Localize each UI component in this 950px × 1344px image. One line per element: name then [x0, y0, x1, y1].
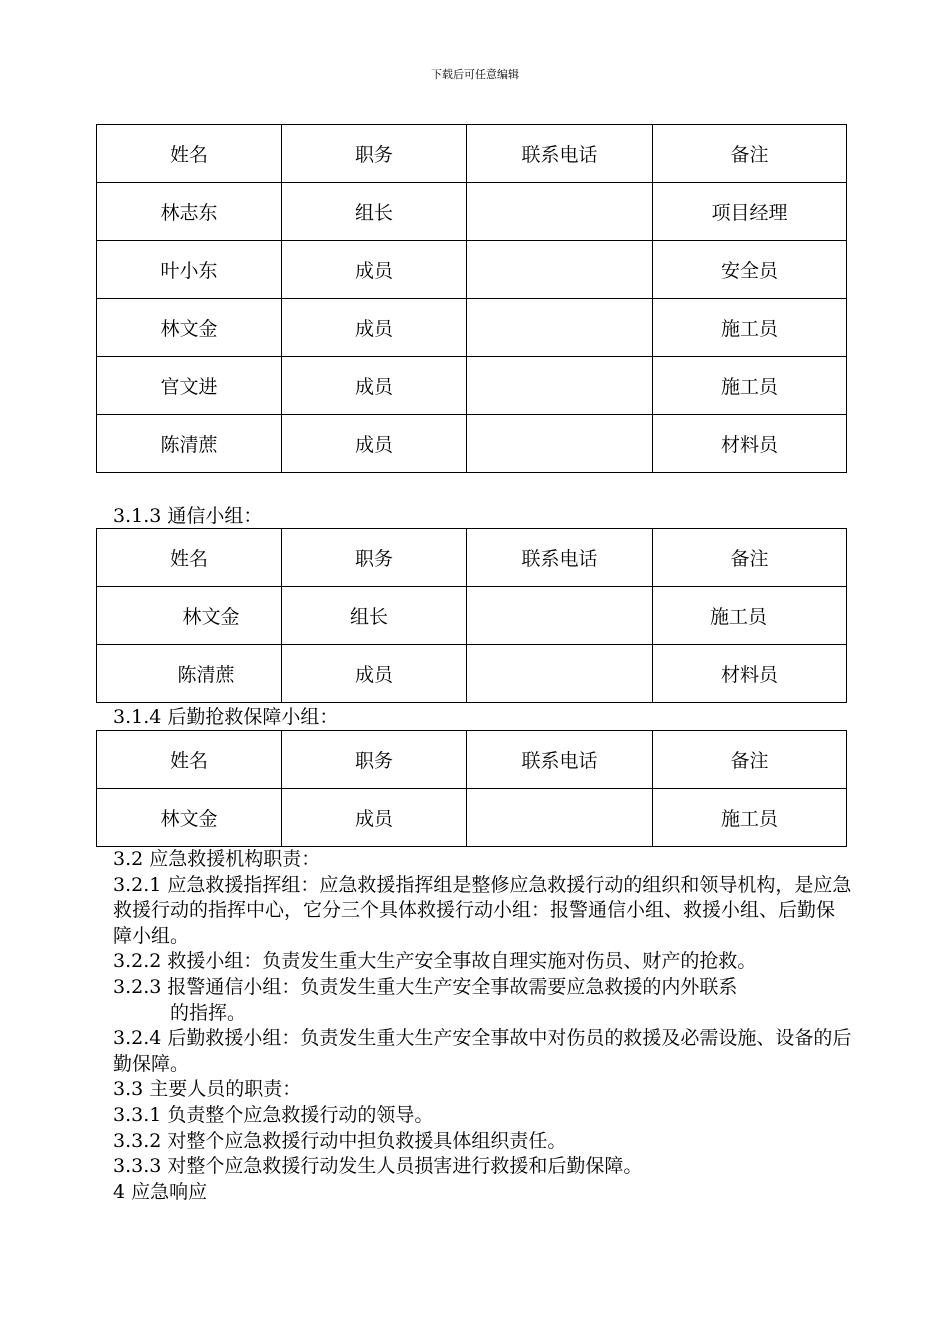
paragraph-3-3-3: 3.3.3 对整个应急救援行动发生人员损害进行救援和后勤保障。	[113, 1155, 643, 1178]
table-row	[97, 241, 847, 299]
table-header-row	[97, 529, 847, 587]
page-header-note: 下载后可任意编辑	[431, 68, 519, 81]
paragraph-3-2-3	[113, 975, 853, 1026]
header-phone: 联系电话	[467, 731, 653, 789]
header-position: 职务	[282, 731, 467, 789]
cell-remark: 安全员	[653, 241, 847, 299]
table-header-row	[97, 731, 847, 789]
cell-phone	[467, 241, 653, 299]
cell-remark: 材料员	[653, 645, 847, 703]
cell-phone	[467, 357, 653, 415]
header-phone: 联系电话	[467, 529, 653, 587]
cell-position: 成员	[282, 241, 467, 299]
header-remark: 备注	[653, 125, 847, 183]
team-table-logistics	[96, 730, 847, 847]
cell-name: 叶小东	[97, 241, 282, 299]
table-row	[97, 183, 847, 241]
cell-name: 陈清蔗	[97, 415, 282, 473]
team-table-communication	[96, 528, 847, 703]
header-name: 姓名	[97, 125, 282, 183]
table-header-row	[97, 125, 847, 183]
cell-position: 成员	[282, 645, 467, 703]
team-table-rescue	[96, 124, 847, 473]
cell-name: 林文金	[97, 587, 282, 645]
header-phone: 联系电话	[467, 125, 653, 183]
cell-position: 成员	[282, 415, 467, 473]
paragraph-3-2-3-line2: 的指挥。	[170, 1001, 247, 1024]
cell-position: 组长	[282, 183, 467, 241]
cell-remark: 施工员	[653, 789, 847, 847]
header-name: 姓名	[97, 731, 282, 789]
header-position: 职务	[282, 125, 467, 183]
paragraph-3-3-2: 3.3.2 对整个应急救援行动中担负救援具体组织责任。	[113, 1129, 567, 1152]
cell-remark: 施工员	[653, 587, 847, 645]
header-remark: 备注	[653, 529, 847, 587]
cell-remark: 材料员	[653, 415, 847, 473]
cell-name: 林文金	[97, 789, 282, 847]
cell-name: 官文进	[97, 357, 282, 415]
paragraph-3-3-1: 3.3.1 负责整个应急救援行动的领导。	[113, 1103, 434, 1126]
paragraph-3-2-2: 3.2.2 救援小组：负责发生重大生产安全事故自理实施对伤员、财产的抢救。	[113, 950, 757, 973]
cell-phone	[467, 587, 653, 645]
cell-phone	[467, 183, 653, 241]
paragraph-4: 4 应急响应	[113, 1180, 208, 1203]
section-heading-314: 3.1.4 后勤抢救保障小组：	[113, 706, 339, 728]
cell-remark: 项目经理	[653, 183, 847, 241]
paragraph-3-2-3-line1: 3.2.3 报警通信小组：负责发生重大生产安全事故需要应急救援的内外联系	[113, 975, 738, 998]
cell-position: 组长	[282, 587, 467, 645]
cell-name: 林志东	[97, 183, 282, 241]
paragraph-3-3: 3.3 主要人员的职责：	[113, 1078, 302, 1101]
cell-position: 成员	[282, 299, 467, 357]
header-name: 姓名	[97, 529, 282, 587]
table-row	[97, 415, 847, 473]
cell-phone	[467, 415, 653, 473]
cell-position: 成员	[282, 357, 467, 415]
header-position: 职务	[282, 529, 467, 587]
cell-remark: 施工员	[653, 299, 847, 357]
cell-name: 林文金	[97, 299, 282, 357]
cell-remark: 施工员	[653, 357, 847, 415]
cell-phone	[467, 789, 653, 847]
paragraph-3-2-1: 3.2.1 应急救援指挥组：应急救援指挥组是整修应急救援行动的组织和领导机构，是应急救援行动的指挥中心，它分三个具体救援行动小组：报警通信小组、救援小组、后勤保障小组。	[113, 873, 852, 947]
cell-position: 成员	[282, 789, 467, 847]
section-heading-313: 3.1.3 通信小组：	[113, 505, 263, 527]
cell-phone	[467, 645, 653, 703]
responsibilities-text	[113, 847, 853, 1205]
table-row	[97, 789, 847, 847]
table-row	[97, 299, 847, 357]
table-row	[97, 645, 847, 703]
header-remark: 备注	[653, 731, 847, 789]
table-row	[97, 357, 847, 415]
table-row	[97, 587, 847, 645]
paragraph-3-2: 3.2 应急救援机构职责：	[113, 848, 321, 870]
paragraph-3-2-4: 3.2.4 后勤救援小组：负责发生重大生产安全事故中对伤员的救援及必需设施、设备的后勤保障。	[113, 1027, 852, 1075]
cell-name: 陈清蔗	[97, 645, 282, 703]
cell-phone	[467, 299, 653, 357]
